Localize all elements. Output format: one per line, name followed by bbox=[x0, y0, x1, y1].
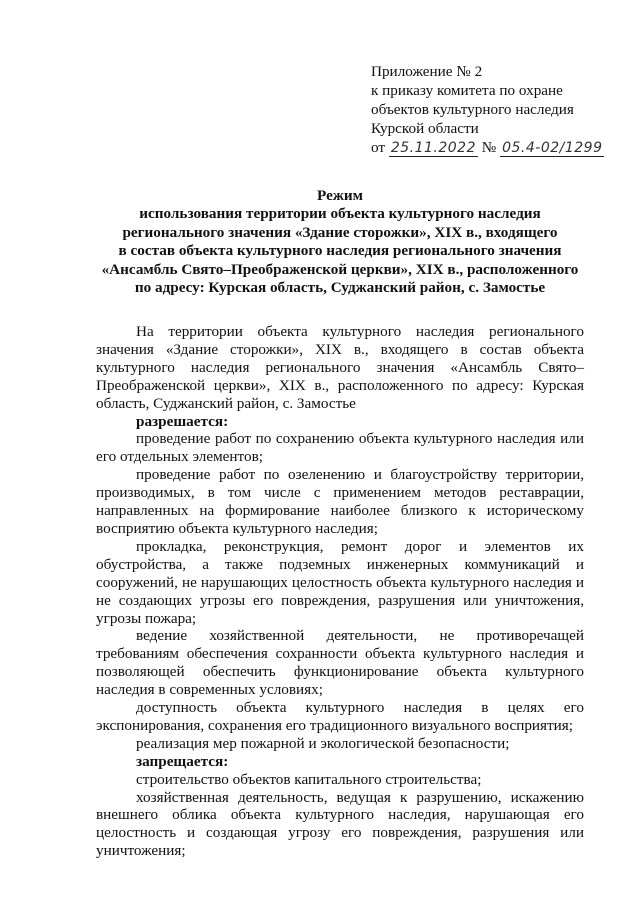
allowed-item: проведение работ по озеленению и благоустройству территории, производимых, в том числе с применением методов реставрации, направленных на формирование наиболее близкого к историческому восприятию объекта культурного наследия; bbox=[96, 466, 584, 537]
title-line-2: использования территории объекта культурного наследия bbox=[139, 205, 541, 223]
title-line-6: по адресу: Курская область, Суджанский район, с. Замостье bbox=[134, 279, 546, 297]
intro-paragraph: На территории объекта культурного наследия регионального значения «Здание сторожки», XIX в., входящего в состав объекта культурного наследия регионального значения «Ансамбль Свято–Преображенской церкви», XIX в., расположенного по адресу: Курская область, Суджанский район, с. Замостье bbox=[96, 323, 584, 412]
forbidden-heading: запрещается: bbox=[136, 752, 229, 770]
order-prefix: от bbox=[371, 139, 386, 156]
title-line-5: «Ансамбль Свято–Преображенской церкви», XIX в., расположенного bbox=[101, 260, 579, 278]
appendix-header bbox=[371, 62, 626, 158]
allowed-heading: разрешается: bbox=[136, 412, 229, 430]
appendix-line-2: к приказу комитета по охране bbox=[371, 82, 563, 99]
order-reference bbox=[371, 138, 626, 158]
title-line-1: Режим bbox=[317, 187, 363, 204]
allowed-item: доступность объекта культурного наследия в целях его экспонирования, сохранения его традиционного визуального восприятия; bbox=[96, 699, 584, 734]
appendix-line-1: Приложение № 2 bbox=[371, 63, 483, 80]
forbidden-item: хозяйственная деятельность, ведущая к разрушению, искажению внешнего облика объекта культурного наследия, нарушающая его целостность и создающая угрозу его повреждения, разрушения или уничтожения; bbox=[96, 788, 584, 860]
title-line-4: в состав объекта культурного наследия регионального значения bbox=[118, 242, 562, 260]
document-body bbox=[96, 323, 584, 860]
allowed-item: реализация мер пожарной и экологической безопасности; bbox=[136, 734, 510, 752]
forbidden-item: строительство объектов капитального строительства; bbox=[136, 770, 482, 788]
appendix-line-3: объектов культурного наследия bbox=[371, 101, 574, 118]
title-line-3: регионального значения «Здание сторожки», XIX в., входящего bbox=[122, 223, 558, 241]
document-title bbox=[70, 187, 610, 297]
appendix-line-4: Курской области bbox=[371, 120, 479, 137]
order-number-label: № bbox=[481, 139, 497, 156]
order-date: 25.11.2022 bbox=[390, 140, 476, 156]
allowed-item: ведение хозяйственной деятельности, не противоречащей требованиям обеспечения сохранности объекта культурного наследия и позволяющей обеспечить функционирование объекта культурного наследия в современных условиях; bbox=[96, 627, 584, 699]
allowed-item: проведение работ по сохранению объекта культурного наследия или его отдельных элементов; bbox=[96, 430, 584, 466]
order-number: 05.4-02/1299 bbox=[502, 140, 603, 156]
allowed-item: прокладка, реконструкция, ремонт дорог и элементов их обустройства, а также подземных инженерных коммуникаций и сооружений, не нарушающих целостность объекта культурного наследия и не создающих угрозы его повреждения, разрушения или уничтожения, угрозы пожара; bbox=[96, 537, 584, 627]
